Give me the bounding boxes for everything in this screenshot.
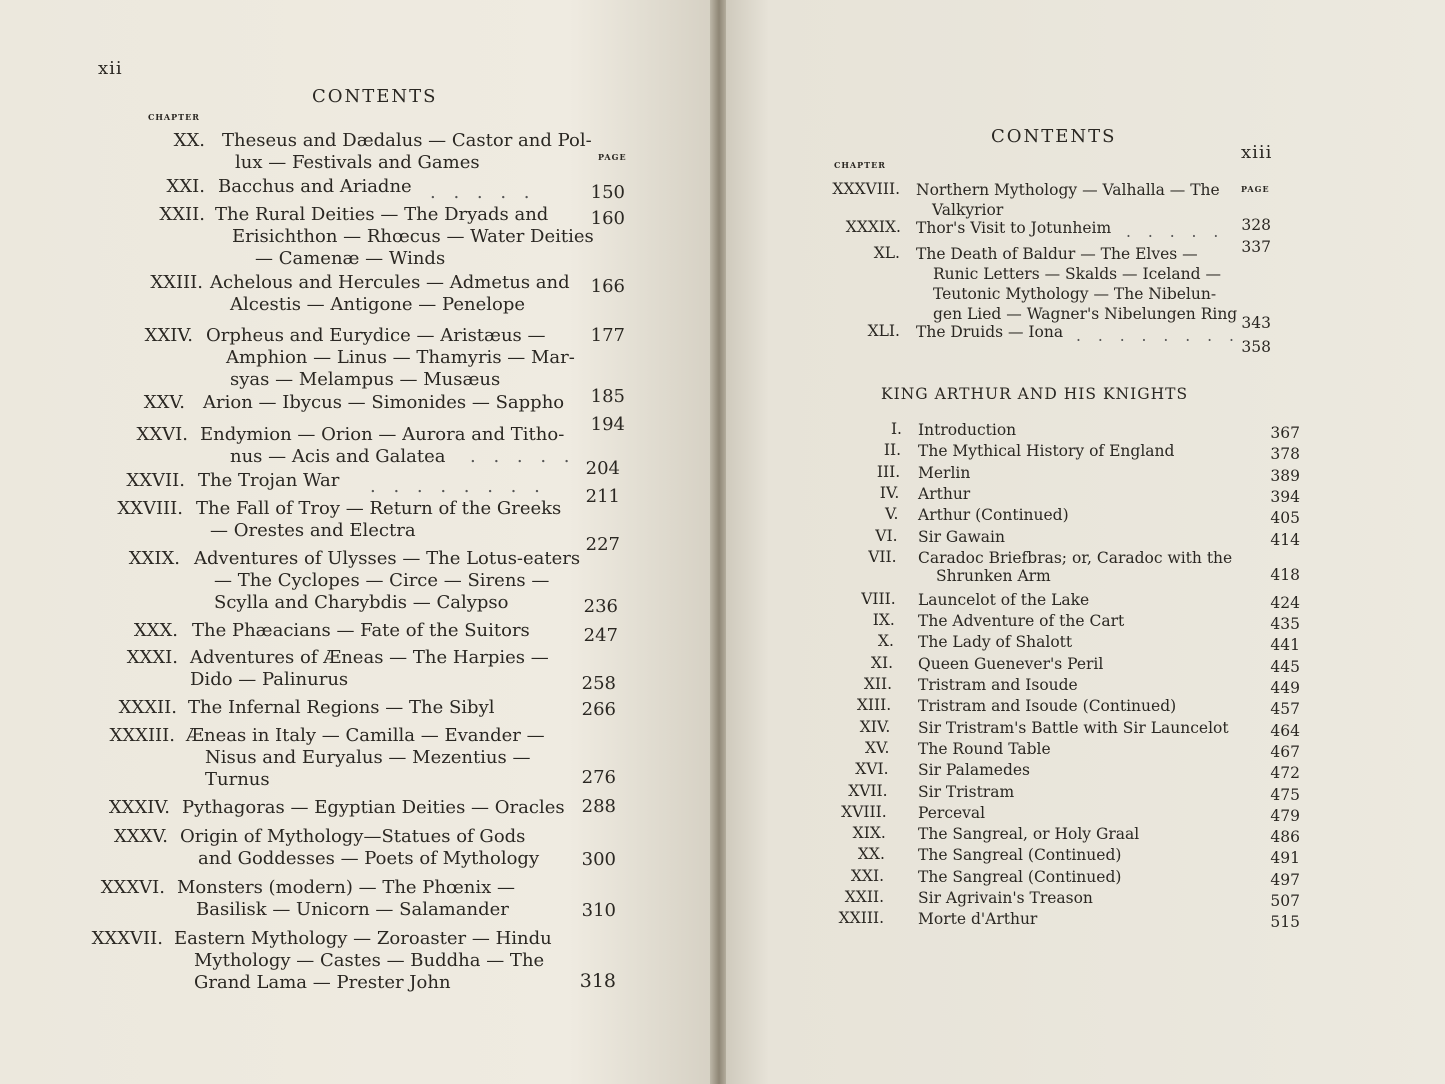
- entry-title: Adventures of Ulysses — The Lotus-eaters: [194, 548, 581, 569]
- chapter-number: XX.: [857, 845, 885, 864]
- page-number: 276: [581, 767, 616, 788]
- dot-leader: . . . . .: [470, 446, 576, 467]
- entry-title: The Sangreal (Continued): [918, 846, 1122, 865]
- entry-title: The Lady of Shalott: [918, 633, 1073, 652]
- page-number: 457: [1270, 700, 1300, 719]
- entry-title: Sir Gawain: [918, 527, 1005, 546]
- page-number: 318: [579, 970, 616, 992]
- entry-title: Introduction: [918, 421, 1017, 439]
- chapter-number: VII.: [868, 547, 897, 566]
- entry-title-continued: nus — Acis and Galatea: [230, 446, 446, 467]
- page-number: 418: [1270, 565, 1300, 584]
- page-number: 328: [1241, 216, 1271, 234]
- entry-title: Eastern Mythology — Zoroaster — Hindu: [174, 928, 552, 949]
- entry-title: The Phæacians — Fate of the Suitors: [192, 620, 530, 641]
- entry-title-continued: Basilisk — Unicorn — Salamander: [196, 899, 509, 920]
- page-number: 475: [1270, 785, 1300, 804]
- entry-title: The Sangreal (Continued): [918, 867, 1122, 886]
- entry-title: Caradoc Briefbras; or, Caradoc with the: [918, 548, 1233, 567]
- entry-title: Tristram and Isoude: [918, 676, 1078, 694]
- chapter-number: XXII.: [159, 204, 205, 225]
- page-number: 358: [1241, 338, 1271, 356]
- entry-title: The Round Table: [918, 739, 1051, 758]
- page-label-left: PAGE: [598, 152, 627, 162]
- page-number: 288: [581, 796, 616, 817]
- chapter-number: XXX.: [133, 620, 178, 641]
- entry-title: Perceval: [918, 803, 986, 822]
- page-number: 247: [583, 625, 618, 646]
- page-number: 378: [1270, 445, 1300, 464]
- contents-heading-right: CONTENTS: [991, 126, 1117, 147]
- page-number: 177: [590, 325, 625, 346]
- chapter-number: XXXVII.: [91, 928, 163, 949]
- page-number: 185: [590, 386, 625, 407]
- chapter-number: XXIII.: [838, 909, 884, 928]
- entry-title-continued: Dido — Palinurus: [190, 669, 349, 690]
- chapter-number: XXIX.: [128, 548, 180, 569]
- toc-entry: [0, 386, 712, 416]
- chapter-number: IV.: [879, 483, 900, 502]
- page-number: 414: [1270, 530, 1300, 549]
- entry-title: Launcelot of the Lake: [918, 590, 1090, 609]
- page-number: 236: [583, 596, 618, 617]
- page-number: 405: [1270, 509, 1300, 528]
- entry-title-continued: Valkyrior: [932, 201, 1004, 219]
- chapter-number: V.: [884, 505, 899, 524]
- toc-entry: [0, 970, 712, 994]
- page-number: 266: [581, 699, 616, 720]
- entry-title: Endymion — Orion — Aurora and Titho-: [200, 424, 565, 445]
- entry-title-continued: Mythology — Castes — Buddha — The: [194, 950, 545, 971]
- chapter-number: XXXIX.: [845, 218, 901, 236]
- page-number: 497: [1270, 870, 1300, 889]
- page-number: 166: [590, 276, 625, 297]
- entry-title: Thor's Visit to Jotunheim: [916, 219, 1112, 237]
- page-number: 211: [585, 486, 620, 507]
- entry-title-continued: — Camenæ — Winds: [255, 248, 446, 269]
- entry-title-continued: Grand Lama — Prester John: [194, 972, 451, 993]
- page-number: 204: [585, 458, 620, 479]
- page-number: 441: [1270, 636, 1300, 655]
- folio-right: xiii: [1241, 142, 1273, 163]
- chapter-number: XXIV.: [144, 325, 193, 346]
- entry-title: Monsters (modern) — The Phœnix —: [177, 877, 516, 898]
- folio-left: xii: [98, 58, 123, 79]
- toc-entry: [726, 547, 1445, 585]
- toc-entry: [0, 272, 712, 315]
- chapter-number: XXXV.: [113, 826, 168, 847]
- chapter-number: VIII.: [861, 589, 896, 608]
- entry-title: Arthur (Continued): [918, 506, 1069, 525]
- entry-title-continued: Runic Letters — Skalds — Iceland —: [933, 265, 1221, 283]
- chapter-number: XXII.: [844, 888, 884, 906]
- toc-entry: [0, 204, 712, 269]
- page-number: 160: [590, 208, 625, 229]
- entry-title-continued: Turnus: [205, 769, 270, 790]
- chapter-number: XXV.: [143, 392, 185, 413]
- entry-title-continued: and Goddesses — Poets of Mythology: [198, 848, 540, 869]
- chapter-number: I.: [890, 420, 902, 438]
- page-number: 479: [1270, 806, 1300, 825]
- page-number: 424: [1270, 593, 1300, 612]
- chapter-number: XLI.: [867, 322, 900, 340]
- entry-title: Sir Tristram's Battle with Sir Launcelot: [918, 718, 1229, 737]
- entry-title: Sir Palamedes: [918, 761, 1031, 780]
- page-number: 343: [1241, 314, 1271, 332]
- entry-title: Queen Guenever's Peril: [918, 654, 1104, 673]
- page-number: 464: [1270, 721, 1300, 740]
- chapter-number: IX.: [872, 611, 895, 630]
- left-page: [0, 0, 712, 1084]
- entry-title: The Infernal Regions — The Sibyl: [188, 697, 495, 718]
- entry-title-continued: Alcestis — Antigone — Penelope: [230, 294, 525, 315]
- entry-title-continued: Shrunken Arm: [936, 566, 1051, 585]
- toc-entry: [0, 414, 712, 467]
- page-number: 486: [1270, 828, 1300, 847]
- page-number: 491: [1270, 849, 1300, 868]
- chapter-number: XXVIII.: [117, 498, 183, 519]
- section-title: KING ARTHUR AND HIS KNIGHTS: [881, 385, 1189, 403]
- chapter-number: XVIII.: [841, 802, 887, 821]
- page-number: 515: [1270, 913, 1300, 932]
- entry-title: Sir Tristram: [918, 782, 1015, 801]
- entry-title: The Death of Baldur — The Elves —: [916, 245, 1198, 263]
- entry-title: Pythagoras — Egyptian Deities — Oracles: [182, 797, 565, 818]
- chapter-number: XVII.: [848, 781, 888, 800]
- chapter-number: XVI.: [855, 760, 889, 779]
- toc-entry: [726, 322, 1445, 356]
- chapter-number: XXXVI.: [100, 877, 165, 898]
- entry-title: The Rural Deities — The Dryads and: [215, 204, 549, 225]
- entry-title-continued: Nisus and Euryalus — Mezentius —: [205, 747, 531, 768]
- entry-title: The Mythical History of England: [918, 442, 1175, 461]
- page-number: 227: [585, 534, 620, 555]
- page-label-right: PAGE: [1241, 184, 1270, 194]
- toc-entry: [0, 486, 712, 541]
- chapter-number: XXXII.: [118, 697, 177, 718]
- entry-title-continued: — Orestes and Electra: [210, 520, 416, 541]
- entry-title: Sir Agrivain's Treason: [918, 889, 1093, 907]
- entry-title-continued: lux — Festivals and Games: [235, 152, 480, 173]
- entry-title-continued: gen Lied — Wagner's Nibelungen Ring: [933, 305, 1238, 323]
- chapter-number: VI.: [875, 526, 898, 545]
- entry-title: Orpheus and Eurydice — Aristæus —: [206, 325, 546, 346]
- page-number: 435: [1270, 615, 1300, 634]
- entry-title: Adventures of Æneas — The Harpies —: [190, 647, 549, 668]
- chapter-number: XXVI.: [136, 424, 188, 445]
- page-number: 367: [1270, 424, 1300, 442]
- chapter-number: XX.: [173, 130, 205, 151]
- dot-leader: . . . . .: [1126, 223, 1225, 241]
- page-number: 389: [1270, 466, 1300, 485]
- entry-title-continued: Amphion — Linus — Thamyris — Mar-: [226, 347, 575, 368]
- contents-heading-left: CONTENTS: [312, 86, 438, 107]
- page-number: 507: [1270, 892, 1300, 910]
- chapter-number: XXXVIII.: [832, 180, 900, 198]
- entry-title: Tristram and Isoude (Continued): [918, 697, 1177, 716]
- toc-entry: [726, 909, 1445, 933]
- chapter-number: XXXI.: [126, 647, 178, 668]
- entry-title: Arthur: [918, 484, 971, 503]
- chapter-number: XIV.: [859, 717, 891, 736]
- chapter-number: XXVII.: [126, 470, 185, 491]
- page-number: 394: [1270, 487, 1300, 506]
- entry-title: The Druids — Iona: [916, 323, 1064, 341]
- chapter-number: XXI.: [166, 176, 205, 197]
- entry-title: The Sangreal, or Holy Graal: [918, 825, 1140, 844]
- chapter-number: X.: [877, 632, 894, 651]
- entry-title: The Fall of Troy — Return of the Greeks: [196, 498, 562, 519]
- page-number: 258: [581, 673, 616, 694]
- entry-title: Arion — Ibycus — Simonides — Sappho: [203, 392, 565, 413]
- entry-title: Origin of Mythology—Statues of Gods: [180, 826, 526, 847]
- page-number: 467: [1270, 742, 1300, 761]
- entry-title: Theseus and Dædalus — Castor and Pol-: [222, 130, 592, 151]
- entry-title-continued: Teutonic Mythology — The Nibelun-: [933, 285, 1217, 303]
- entry-title: Bacchus and Ariadne: [218, 176, 412, 197]
- chapter-label-left: CHAPTER: [148, 112, 200, 122]
- chapter-number: XIII.: [856, 696, 892, 715]
- page-number: 449: [1270, 679, 1300, 697]
- entry-title-continued: — The Cyclopes — Circe — Sirens —: [214, 570, 550, 591]
- chapter-number: XL.: [873, 244, 900, 262]
- toc-entry: [0, 176, 712, 203]
- chapter-number: III.: [876, 462, 901, 481]
- entry-title: Achelous and Hercules — Admetus and: [210, 272, 570, 293]
- entry-title: Æneas in Italy — Camilla — Evander —: [186, 725, 545, 746]
- dot-leader: . . . . .: [430, 182, 536, 203]
- chapter-number: XXI.: [850, 866, 884, 885]
- entry-title: The Trojan War: [198, 470, 340, 491]
- chapter-number: XXIII.: [150, 272, 203, 293]
- page-number: 445: [1270, 657, 1300, 676]
- entry-title-continued: Erisichthon — Rhœcus — Water Deities: [232, 226, 594, 247]
- chapter-number: XIX.: [852, 824, 886, 843]
- page-number: 300: [581, 849, 616, 870]
- page-number: 472: [1270, 764, 1300, 783]
- chapter-number: XXXIII.: [109, 725, 175, 746]
- right-page: [726, 0, 1445, 1084]
- entry-title: Morte d'Arthur: [918, 910, 1038, 929]
- entry-title: Merlin: [918, 463, 971, 482]
- page-number: 150: [590, 182, 625, 203]
- page-number: 310: [581, 900, 616, 921]
- chapter-number: XV.: [864, 738, 890, 757]
- chapter-number: XI.: [870, 653, 893, 672]
- page-number: 337: [1241, 238, 1271, 256]
- page-number: 194: [590, 414, 625, 435]
- dot-leader: . . . . . . . .: [370, 476, 546, 497]
- entry-title: Northern Mythology — Valhalla — The: [916, 181, 1220, 199]
- entry-title-continued: Scylla and Charybdis — Calypso: [214, 592, 509, 613]
- chapter-number: II.: [883, 441, 902, 460]
- entry-title: The Adventure of the Cart: [918, 612, 1125, 631]
- chapter-number: XII.: [863, 675, 893, 693]
- entry-title-continued: syas — Melampus — Musæus: [230, 369, 501, 390]
- dot-leader: . . . . . . . .: [1076, 327, 1240, 345]
- chapter-label-right: CHAPTER: [834, 160, 886, 170]
- chapter-number: XXXIV.: [108, 797, 170, 818]
- toc-entry: [0, 325, 712, 390]
